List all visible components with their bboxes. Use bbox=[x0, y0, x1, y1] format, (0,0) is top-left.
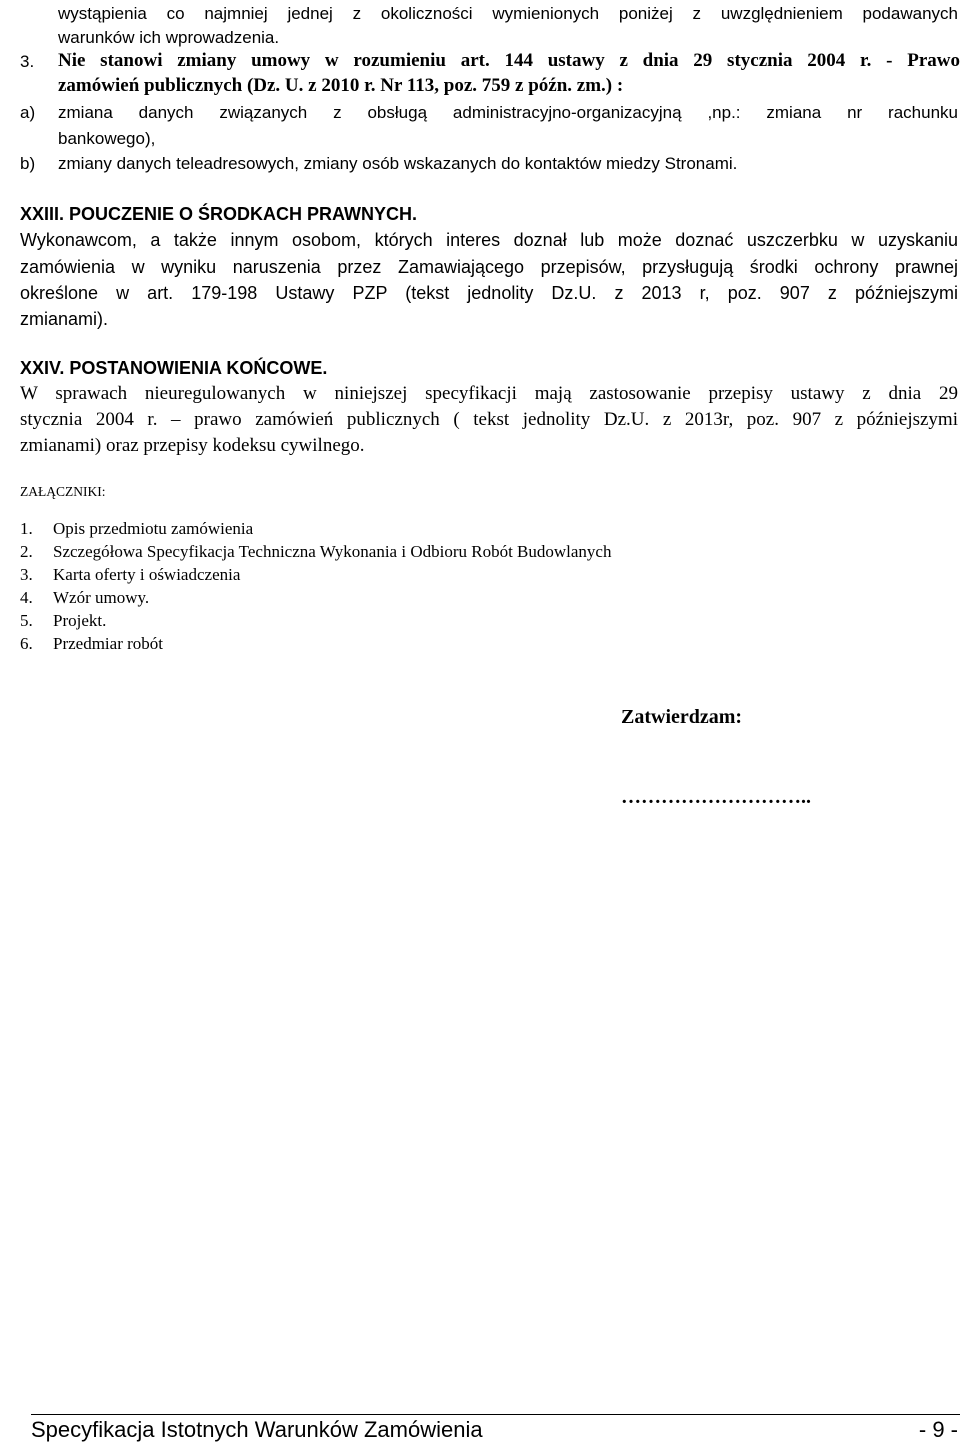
page-number: - 9 - bbox=[918, 1417, 958, 1442]
intro-line-2: warunków ich wprowadzenia. bbox=[58, 28, 280, 47]
approval-label: Zatwierdzam: bbox=[621, 706, 743, 728]
attachment-3-number: 3. bbox=[20, 565, 33, 584]
section-xxiii-line-4: zmianami). bbox=[20, 309, 109, 329]
item-3-number: 3. bbox=[20, 52, 35, 71]
footer-divider bbox=[31, 1414, 960, 1415]
attachment-5-text: Projekt. bbox=[53, 611, 107, 630]
footer-title: Specyfikacja Istotnych Warunków Zamówienia bbox=[31, 1417, 483, 1442]
attachments-heading: ZAŁĄCZNIKI: bbox=[20, 484, 106, 499]
item-3-heading-line-1: Nie stanowi zmiany umowy w rozumieniu art. 144 ustawy z dnia 29 stycznia 2004 r. - Prawo bbox=[58, 50, 960, 71]
attachment-6-number: 6. bbox=[20, 634, 33, 653]
section-xxiii-heading: XXIII. POUCZENIE O ŚRODKACH PRAWNYCH. bbox=[20, 204, 418, 224]
item-3-heading-line-2: zamówień publicznych (Dz. U. z 2010 r. Nr 113, poz. 759 z późn. zm.) : bbox=[58, 75, 624, 96]
attachment-1-text: Opis przedmiotu zamówienia bbox=[53, 519, 254, 538]
item-3b-label: b) bbox=[20, 154, 36, 173]
section-xxiii-line-3: określone w art. 179-198 Ustawy PZP (tekst jednolity Dz.U. z 2013 r, poz. 907 z późniejszymi bbox=[20, 283, 958, 303]
item-3a-line-2: bankowego), bbox=[58, 129, 156, 148]
attachment-2-text: Szczegółowa Specyfikacja Techniczna Wykonania i Odbioru Robót Budowlanych bbox=[53, 542, 612, 561]
section-xxiv-line-1: W sprawach nieuregulowanych w niniejszej specyfikacji mają zastosowanie przepisy ustawy z dnia 29 bbox=[20, 383, 958, 404]
section-xxiv-line-3: zmianami) oraz przepisy kodeksu cywilnego. bbox=[20, 435, 365, 456]
item-3a-label: a) bbox=[20, 103, 36, 122]
attachment-4-number: 4. bbox=[20, 588, 33, 607]
section-xxiv-heading: XXIV. POSTANOWIENIA KOŃCOWE. bbox=[20, 358, 328, 378]
item-3b-line-1: zmiany danych teleadresowych, zmiany osób wskazanych do kontaktów miedzy Stronami. bbox=[58, 154, 738, 173]
attachment-3-text: Karta oferty i oświadczenia bbox=[53, 565, 241, 584]
attachment-2-number: 2. bbox=[20, 542, 33, 561]
attachment-4-text: Wzór umowy. bbox=[53, 588, 150, 607]
intro-line-1: wystąpienia co najmniej jednej z okoliczności wymienionych poniżej z uwzględnieniem podawanych bbox=[58, 4, 958, 23]
section-xxiii-line-1: Wykonawcom, a także innym osobom, których interes doznał lub może doznać uszczerbku w uzyskaniu bbox=[20, 230, 958, 250]
section-xxiii-line-2: zamówienia w wyniku naruszenia przez Zamawiającego przepisów, przysługują środki ochrony prawnej bbox=[20, 257, 958, 277]
attachment-1-number: 1. bbox=[20, 519, 33, 538]
attachment-6-text: Przedmiar robót bbox=[53, 634, 163, 653]
attachment-5-number: 5. bbox=[20, 611, 33, 630]
signature-line: ……………………….. bbox=[621, 786, 811, 808]
section-xxiv-line-2: stycznia 2004 r. – prawo zamówień publicznych ( tekst jednolity Dz.U. z 2013r, poz. 907 z późniejszymi bbox=[20, 409, 958, 430]
item-3a-line-1: zmiana danych związanych z obsługą administracyjno-organizacyjną ,np.: zmiana nr rachunku bbox=[58, 103, 958, 122]
